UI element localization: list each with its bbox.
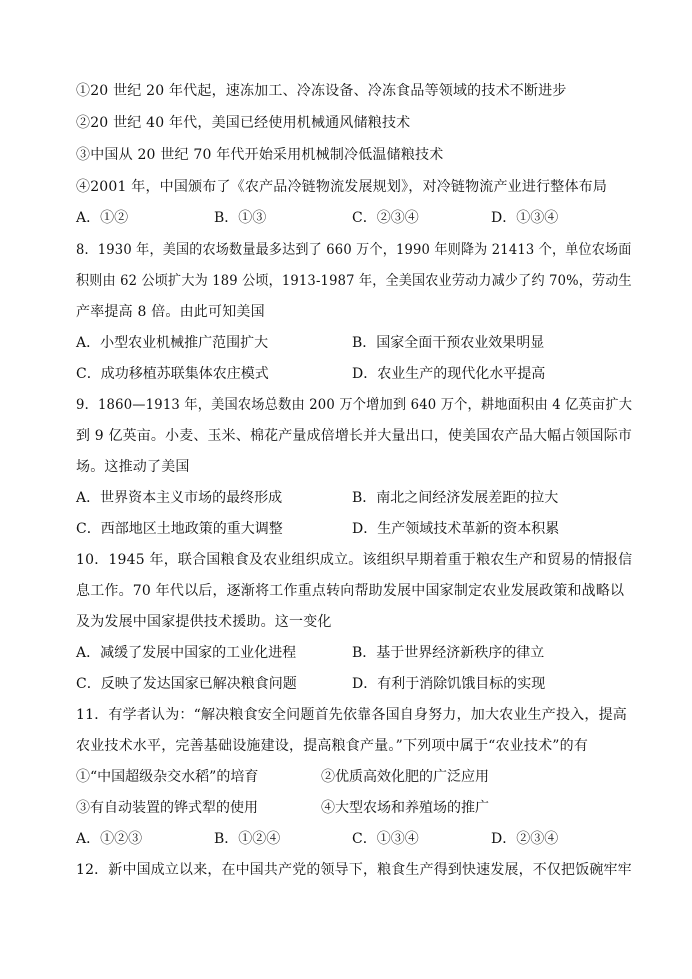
q11-option-a: A．①②③ [76,831,143,847]
q9-stem-line-2: 到 9 亿英亩。小麦、玉米、棉花产量成倍增长并大量出口，使美国农产品大幅占领国际市 [76,428,633,444]
q10-stem-line-2: 息工作。70 年代以后，逐渐将工作重点转向帮助发展中国家制定农业发展政策和战略以 [76,583,625,599]
q12-stem-line-1: 12．新中国成立以来，在中国共产党的领导下，粮食生产得到快速发展，不仅把饭碗牢牢 [76,862,632,878]
q10-option-b: B．基于世界经济新秩序的律立 [352,645,545,661]
q11-option-b: B．①②④ [214,831,281,847]
q11-statement-1: ①“中国超级杂交水稻”的培育 [76,769,259,785]
q7-statement-3: ③中国从 20 世纪 70 年代开始采用机械制冷低温储粮技术 [76,147,444,163]
q9-stem-line-1: 9．1860—1913 年，美国农场总数由 200 万个增加到 640 万个，耕地面积由 4 亿英亩扩大 [76,397,633,413]
q8-stem-line-1: 8．1930 年，美国的农场数量最多达到了 660 万个，1990 年则降为 21413 个，单位农场面 [76,242,632,258]
q8-option-d: D．农业生产的现代化水平提高 [352,366,546,382]
q11-option-c: C．①③④ [352,831,419,847]
q11-option-d: D．②③④ [491,831,559,847]
q11-stem-line-1: 11．有学者认为：“解决粮食安全问题首先依靠各国自身努力，加大农业生产投入，提高 [76,707,627,723]
q7-option-a: A．①② [76,210,129,226]
q11-statement-2: ②优质高效化肥的广泛应用 [321,769,489,785]
q9-stem-line-3: 场。这推动了美国 [76,459,190,475]
q7-statement-4: ④2001 年，中国颁布了《农产品冷链物流发展规划》，对冷链物流产业进行整体布局 [76,179,608,195]
q10-option-a: A．减缓了发展中国家的工业化进程 [76,645,297,661]
q11-statement-3: ③有自动装置的铧式犁的使用 [76,800,258,816]
q8-option-c: C．成功移植苏联集体农庄模式 [76,366,269,382]
q7-statement-1: ①20 世纪 20 年代起，速冻加工、冷冻设备、冷冻食品等领域的技术不断进步 [76,83,567,99]
q10-stem-line-1: 10．1945 年，联合国粮食及农业组织成立。该组织早期着重于粮农生产和贸易的情报信 [76,552,633,568]
q7-statement-2: ②20 世纪 40 年代，美国已经使用机械通风储粮技术 [76,115,411,131]
q7-option-b: B．①③ [214,210,267,226]
q11-stem-line-2: 农业技术水平，完善基础设施建设，提高粮食产量。”下列项中属于“农业技术”的有 [76,738,589,754]
q10-option-d: D．有利于消除饥饿目标的实现 [352,676,546,692]
q7-option-c: C．②③④ [352,210,419,226]
q9-option-d: D．生产领域技术革新的资本积累 [352,521,560,537]
q9-option-a: A．世界资本主义市场的最终形成 [76,490,283,506]
q11-statement-4: ④大型农场和养殖场的推广 [321,800,489,816]
q7-option-d: D．①③④ [491,210,559,226]
q10-option-c: C．反映了发达国家已解决粮食问题 [76,676,297,692]
q10-stem-line-3: 及为发展中国家提供技术援助。这一变化 [76,614,332,630]
q8-option-b: B．国家全面干预农业效果明显 [352,335,545,351]
q8-option-a: A．小型农业机械推广范围扩大 [76,335,269,351]
q9-option-c: C．西部地区土地政策的重大调整 [76,521,283,537]
q8-stem-line-2: 积则由 62 公顷扩大为 189 公顷，1913-1987 年，全美国农业劳动力减少了约 70%，劳动生 [76,273,632,289]
q9-option-b: B．南北之间经济发展差距的拉大 [352,490,559,506]
q8-stem-line-3: 产率提高 8 倍。由此可知美国 [76,304,265,320]
